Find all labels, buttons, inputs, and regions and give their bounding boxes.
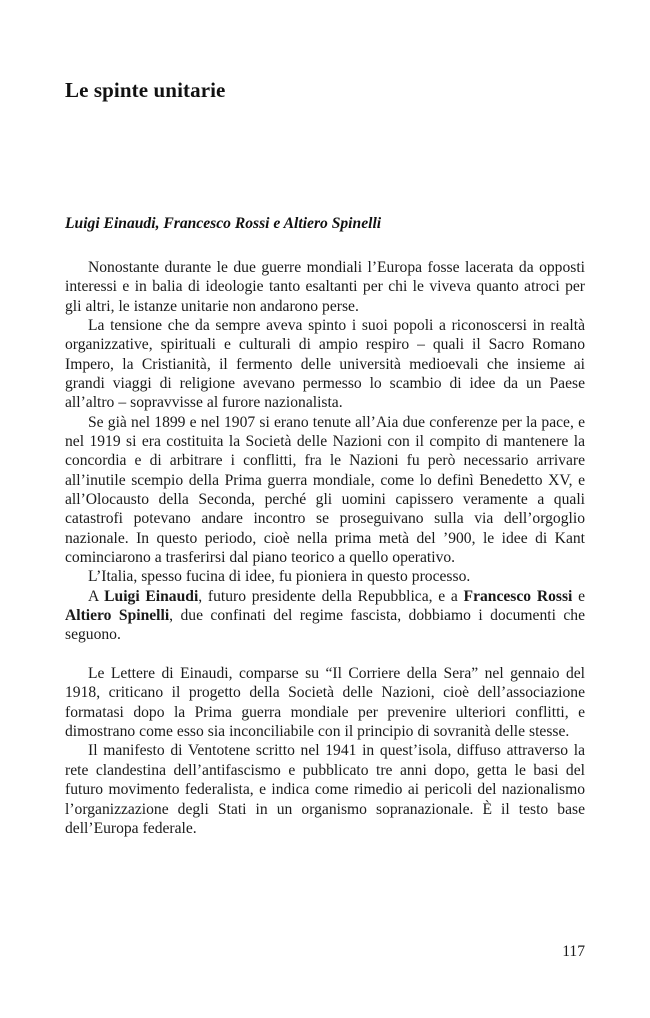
paragraph-5-text-a: A — [88, 587, 105, 605]
name-luigi-einaudi: Luigi Einaudi — [104, 587, 199, 605]
body-text — [65, 258, 585, 838]
page-title: Le spinte unitarie — [65, 78, 226, 102]
paragraph-5-text-b: , futuro presidente della Repubblica, e a — [198, 587, 464, 605]
paragraph-5-text-c: e — [572, 587, 586, 605]
paragraph-1: Nonostante durante le due guerre mondiali l’Europa fosse lacerata da opposti interessi e in balia di ideologie tanto esaltanti per chi le viveva quanto atroci per gli altri, le istanze unitarie non andarono perse. — [65, 258, 585, 315]
page-number: 117 — [562, 943, 585, 960]
name-altiero-spinelli: Altiero Spinelli — [65, 607, 170, 625]
name-francesco-rossi: Francesco Rossi — [463, 587, 573, 605]
authors-subtitle: Luigi Einaudi, Francesco Rossi e Altiero Spinelli — [65, 215, 382, 233]
paragraph-5 — [65, 587, 585, 645]
page-content — [65, 0, 585, 838]
paragraph-4: L’Italia, spesso fucina di idee, fu pioniera in questo processo. — [88, 568, 471, 586]
paragraph-group-separator — [65, 645, 585, 664]
paragraph-5-text-d: , due confinati del regime fascista, dobbiamo i documenti che seguono. — [65, 607, 585, 644]
paragraph-6: Le Lettere di Einaudi, comparse su “Il Corriere della Sera” nel gennaio del 1918, criticano il progetto della Società delle Nazioni, cioè dell’associazione formatasi dopo la Prima guerra mondiale per prevenire ulteriori conflitti, e dimostrano come esso sia inconciliabile con il principio di sovranità delle stesse. — [65, 665, 585, 741]
paragraph-2: La tensione che da sempre aveva spinto i suoi popoli a riconoscersi in realtà organizzative, spirituali e culturali di ampio respiro – quali il Sacro Romano Impero, la Cristianità, il fermento delle università medioevali che insieme ai grandi viaggi di religione avevano permesso lo scambio di idee da un Paese all’altro – sopravvisse al furore nazionalista. — [65, 316, 585, 412]
paragraph-3: Se già nel 1899 e nel 1907 si erano tenute all’Aia due conferenze per la pace, e nel 1919 si era costituita la Società delle Nazioni con il compito di mantenere la concordia e di arbitrare i conflitti, fra le Nazioni fu però necessario arrivare all’inutile scempio della Prima guerra mondiale, come lo definì Benedetto XV, e all’Olocausto della Seconda, perché gli uomini capissero veramente a quali catastrofi potevano andare incontro se proseguivano sulla via dell’orgoglio nazionale. In questo periodo, cioè nella prima metà del ’900, le idee di Kant cominciarono a trasferirsi dal piano teorico a quello operativo. — [65, 413, 585, 567]
paragraph-7: Il manifesto di Ventotene scritto nel 1941 in quest’isola, diffuso attraverso la rete clandestina dell’antifascismo e pubblicato tre anni dopo, getta le basi del futuro movimento federalista, e indica come rimedio ai pericoli del nazionalismo l’organizzazione degli Stati in un organismo sopranazionale. È il testo base dell’Europa federale. — [65, 742, 585, 837]
